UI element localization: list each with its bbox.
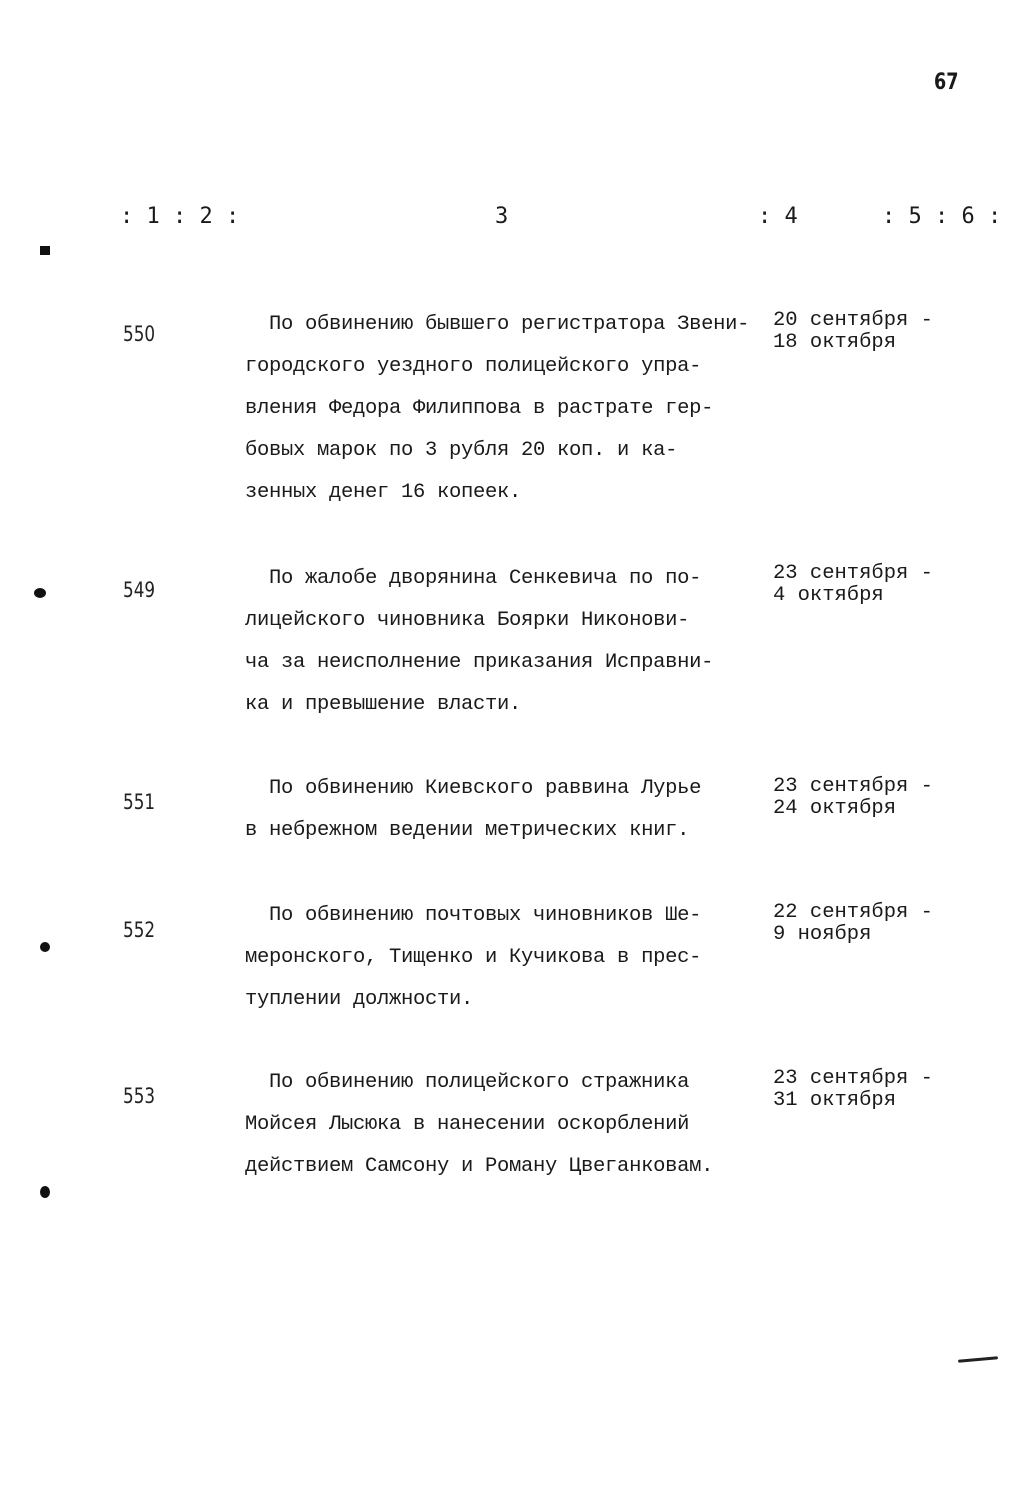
page-number: 67 — [934, 70, 959, 95]
entry-description — [245, 895, 765, 1021]
entry-dates — [773, 1068, 933, 1112]
column-header-4: : 4 — [758, 204, 798, 229]
entry-line: Мойсея Лысюка в нанесении оскорблений — [245, 1113, 690, 1136]
entry-line: ка и превышение власти. — [245, 693, 522, 716]
entry-number: 551 — [123, 790, 156, 814]
entry-description — [245, 1062, 765, 1188]
entry-dates — [773, 310, 933, 354]
entry-number: 550 — [123, 322, 156, 346]
entry-line: По обвинению бывшего регистратора Звени- — [269, 313, 750, 336]
entry-line: городского уездного полицейского упра- — [245, 355, 702, 378]
date-end: 9 ноября — [773, 923, 872, 946]
entry-line: По обвинению полицейского стражника — [269, 1071, 690, 1094]
entry-dates — [773, 902, 933, 946]
margin-mark-icon — [40, 942, 50, 952]
entry-number: 553 — [123, 1084, 156, 1108]
margin-mark-icon — [40, 246, 50, 255]
date-start: 23 сентября - — [773, 775, 933, 798]
entry-dates — [773, 776, 933, 820]
date-start: 23 сентября - — [773, 1067, 933, 1090]
entry-line: действием Самсону и Роману Цвеганковам. — [245, 1155, 714, 1178]
entry-line: По обвинению Киевского раввина Лурье — [269, 777, 702, 800]
entry-description — [245, 304, 765, 514]
entry-line: По обвинению почтовых чиновников Ше- — [269, 904, 702, 927]
entry-line: туплении должности. — [245, 988, 474, 1011]
pen-stroke-mark — [958, 1356, 998, 1362]
entry-line: По жалобе дворянина Сенкевича по по- — [269, 567, 702, 590]
date-start: 22 сентября - — [773, 901, 933, 924]
entry-line: в небрежном ведении метрических книг. — [245, 819, 690, 842]
date-end: 4 октября — [773, 584, 884, 607]
entry-line: бовых марок по 3 рубля 20 коп. и ка- — [245, 439, 678, 462]
column-header-1-2: : 1 : 2 : — [120, 204, 240, 229]
entry-line: меронского, Тищенко и Кучикова в прес- — [245, 946, 702, 969]
date-end: 31 октября — [773, 1089, 897, 1112]
entry-line: лицейского чиновника Боярки Никонови- — [245, 609, 690, 632]
entry-description — [245, 558, 765, 726]
entry-description — [245, 768, 765, 852]
column-header-5-6: : 5 : 6 : — [882, 204, 1002, 229]
date-start: 20 сентября - — [773, 309, 933, 332]
entry-dates — [773, 563, 933, 607]
date-start: 23 сентября - — [773, 562, 933, 585]
date-end: 18 октября — [773, 331, 897, 354]
date-end: 24 октября — [773, 797, 897, 820]
margin-mark-icon — [40, 1186, 50, 1198]
entry-line: вления Федора Филиппова в растрате гер- — [245, 397, 714, 420]
column-header-3: 3 — [495, 204, 509, 229]
entry-number: 549 — [123, 578, 156, 602]
entry-line: зенных денег 16 копеек. — [245, 481, 522, 504]
entry-line: ча за неисполнение приказания Исправни- — [245, 651, 714, 674]
entry-number: 552 — [123, 918, 156, 942]
margin-mark-icon — [34, 588, 46, 598]
